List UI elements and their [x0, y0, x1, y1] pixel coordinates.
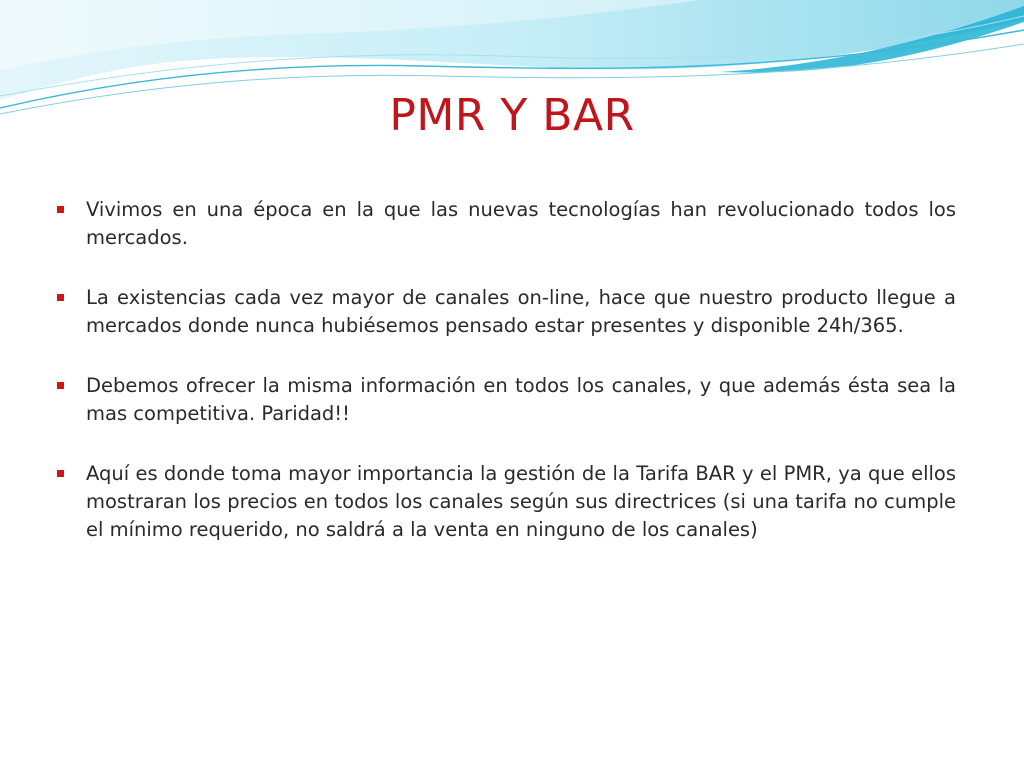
bullet-item	[56, 196, 956, 252]
square-bullet-icon	[57, 294, 64, 301]
bullet-item	[56, 372, 956, 428]
slide-title: PMR Y BAR	[389, 90, 635, 141]
square-bullet-icon	[57, 206, 64, 213]
bullet-text: Vivimos en una época en la que las nuevas tecnologías han revolucionado todos los mercados.	[86, 198, 956, 249]
square-bullet-icon	[57, 470, 64, 477]
bullet-text: Aquí es donde toma mayor importancia la gestión de la Tarifa BAR y el PMR, ya que ellos mostraran los precios en todos los canales según sus directrices (si una tarifa no cumple el mínimo requerido, no saldrá a la venta en ninguno de los canales)	[86, 462, 956, 541]
bullet-list	[56, 196, 956, 576]
bullet-text: La existencias cada vez mayor de canales on-line, hace que nuestro producto llegue a mercados donde nunca hubiésemos pensado estar presentes y disponible 24h/365.	[86, 286, 956, 337]
bullet-item	[56, 460, 956, 544]
bullet-text: Debemos ofrecer la misma información en todos los canales, y que además ésta sea la mas competitiva. Paridad!!	[86, 374, 956, 425]
bullet-item	[56, 284, 956, 340]
square-bullet-icon	[57, 382, 64, 389]
